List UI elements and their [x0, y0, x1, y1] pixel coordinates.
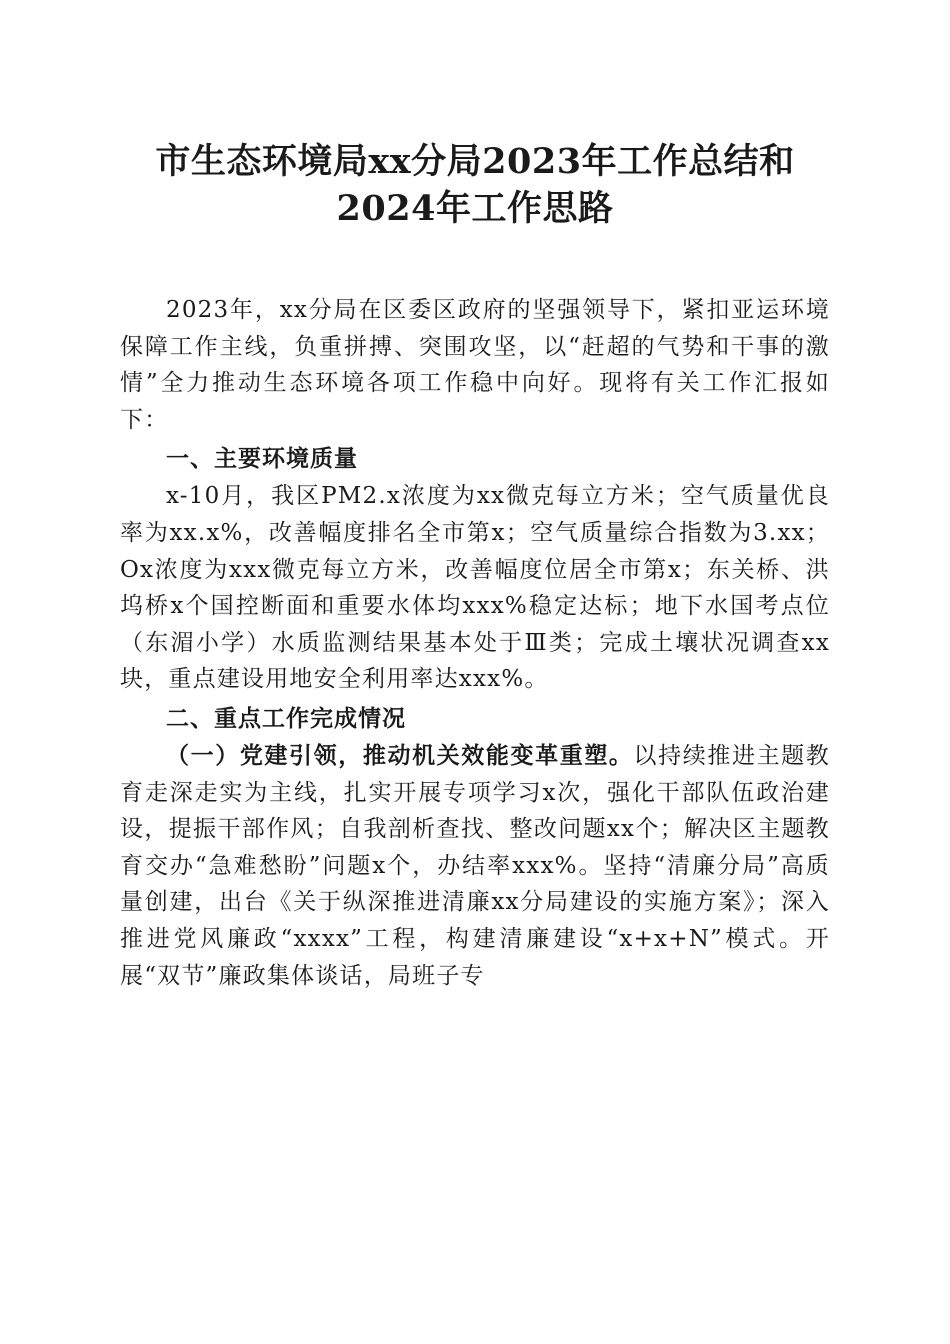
environment-quality-paragraph: x-10月，我区PM2.x浓度为xx微克每立方米；空气质量优良率为xx.x%，改善幅度排名全市第x；空气质量综合指数为3.xx；Ox浓度为xxx微克每立方米，改善幅度位居全市第x；东关桥、洪坞桥x个国控断面和重要水体均xxx%稳定达标；地下水国考点位（东湄小学）水质监测结果基本处于Ⅲ类；完成土壤状况调查xx块，重点建设用地安全利用率达xxx%。 [120, 483, 830, 693]
section-heading-key-work: 二、重点工作完成情况 [166, 705, 406, 732]
intro-paragraph: 2023年，xx分局在区委区政府的坚强领导下，紧扣亚运环境保障工作主线，负重拼搏、突围攻坚，以“赶超的气势和干事的激情”全力推动生态环境各项工作稳中向好。现将有关工作汇报如下： [120, 297, 830, 433]
document-title: 市生态环境局xx分局2023年工作总结和2024年工作思路 [155, 141, 795, 229]
party-building-subheading: （一）党建引领，推动机关效能变革重塑。 [166, 742, 634, 769]
section-heading-environment-quality: 一、主要环境质量 [166, 446, 358, 473]
party-building-paragraph [120, 738, 830, 994]
party-building-text: 以持续推进主题教育走深走实为主线，扎实开展专项学习x次，强化干部队伍政治建设，提振干部作风；自我剖析查找、整改问题xx个；解决区主题教育交办“急难愁盼”问题x个，办结率xxx%。坚持“清廉分局”高质量创建，出台《关于纵深推进清廉xx分局建设的实施方案》；深入推进党风廉政“xxxx”工程，构建清廉建设“x+x+N”模式。开展“双节”廉政集体谈话，局班子专 [120, 742, 830, 989]
document-page [120, 138, 830, 994]
document-body [120, 292, 830, 994]
